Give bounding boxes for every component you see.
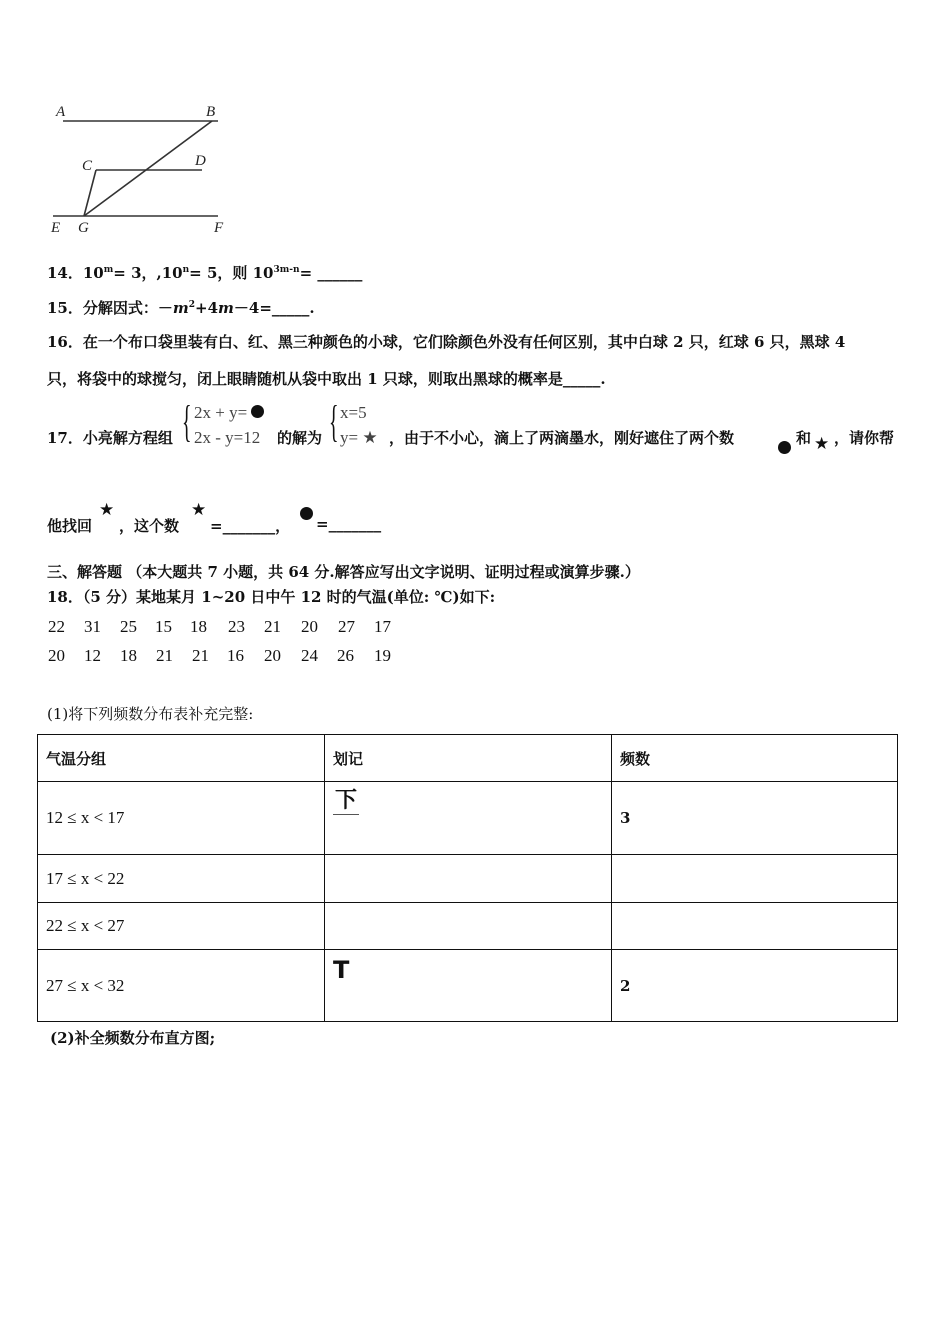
table-cell-count[interactable]	[612, 855, 898, 903]
temp-value: 18	[120, 646, 137, 665]
question-16-line2: 只，将袋中的球搅匀，闭上眼睛随机从袋中取出 1 只球，则取出黑球的概率是_____.	[47, 370, 606, 388]
header-group: 气温分组	[38, 735, 325, 782]
temp-value: 24	[301, 646, 318, 665]
label-b: B	[206, 104, 216, 120]
dot-symbol-1	[778, 439, 791, 458]
temp-value: 15	[155, 617, 172, 636]
label-a: A	[56, 104, 66, 120]
ink-star-icon: ★	[362, 428, 378, 448]
temp-value: 20	[264, 646, 281, 665]
table-cell-count[interactable]	[612, 903, 898, 950]
system-brace: {	[182, 397, 192, 446]
temp-value: 21	[192, 646, 209, 665]
geometry-figure	[40, 98, 240, 243]
equation-system: 2x + y= 2x - y=12	[194, 400, 264, 450]
label-f: F	[214, 220, 224, 236]
table-cell-tally	[325, 782, 612, 855]
question-17-line2-b: ，这个数	[119, 517, 180, 535]
star-icon-2: ★	[99, 500, 115, 520]
tally-mark: 下	[335, 788, 358, 813]
question-17-and: 和	[796, 429, 812, 447]
dot-symbol-2	[300, 505, 313, 524]
temp-value: 20	[48, 646, 65, 665]
table-cell-group: 12 ≤ x < 17	[38, 782, 325, 855]
table-cell-group: 17 ≤ x < 22	[38, 855, 325, 903]
table-cell-group: 27 ≤ x < 32	[38, 950, 325, 1022]
segment-gb	[84, 121, 212, 216]
question-17-line2-d: =_______	[316, 515, 382, 533]
ink-dot-icon	[251, 405, 264, 418]
solution-brace: {	[329, 397, 339, 446]
table-cell-group: 22 ≤ x < 27	[38, 903, 325, 950]
part-2-instruction: (2)补全频数分布直方图;	[50, 1029, 216, 1047]
frequency-table	[37, 734, 898, 1022]
label-e: E	[51, 220, 61, 236]
star-icon-3: ★	[191, 500, 207, 520]
question-16-line1: 16．在一个布口袋里装有白、红、黑三种颜色的小球，它们除颜色外没有任何区别，其中白球 2 只，红球 6 只，黑球 4	[47, 333, 846, 351]
temp-value: 31	[84, 617, 101, 636]
temp-value: 19	[374, 646, 391, 665]
question-18-title: 18．（5 分）某地某月 1~20 日中午 12 时的气温(单位: ℃)如下:	[47, 588, 496, 606]
solution-system: x=5 y= ★	[340, 403, 378, 448]
temp-value: 25	[120, 617, 137, 636]
table-cell-tally[interactable]	[325, 903, 612, 950]
question-17-text: ，由于不小心，滴上了两滴墨水，刚好遮住了两个数	[389, 429, 735, 447]
question-17-line2-c: =_______，	[210, 517, 291, 535]
table-cell-tally[interactable]	[325, 855, 612, 903]
question-15: 15．分解因式：$-m^2+4m-4=\_\_\_\_\_$.	[47, 299, 315, 317]
temp-value: 21	[156, 646, 173, 665]
tally-mark: T	[333, 956, 350, 984]
part-1-instruction: (1)将下列频数分布表补充完整:	[47, 705, 254, 723]
header-tally: 划记	[325, 735, 612, 782]
question-17-mid: 的解为	[277, 429, 323, 447]
question-17-line2-a: 他找回	[47, 517, 93, 535]
table-cell-tally	[325, 950, 612, 1022]
section-3-title: 三、解答题 （本大题共 7 小题，共 64 分.解答应写出文字说明、证明过程或演算步骤.）	[47, 563, 640, 581]
table-cell-count: 3	[612, 782, 898, 855]
label-c: C	[82, 158, 93, 174]
temp-value: 22	[48, 617, 65, 636]
star-icon-1: ★	[814, 434, 830, 454]
question-14: 14．$10^m= 3$，$,10^n= 5$，则 $10^{3m-n}=$ ______	[47, 264, 363, 282]
table-cell-count: 2	[612, 950, 898, 1022]
question-17-end: ，请你帮	[834, 429, 895, 447]
temp-value: 27	[338, 617, 355, 636]
temp-value: 26	[337, 646, 354, 665]
temp-value: 21	[264, 617, 281, 636]
temp-value: 16	[227, 646, 244, 665]
temp-value: 20	[301, 617, 318, 636]
temp-value: 23	[228, 617, 245, 636]
temp-value: 17	[374, 617, 391, 636]
question-17-prefix: 17．小亮解方程组	[47, 429, 173, 447]
label-g: G	[78, 220, 89, 236]
temp-value: 12	[84, 646, 101, 665]
label-d: D	[195, 153, 206, 169]
temp-value: 18	[190, 617, 207, 636]
header-count: 频数	[612, 735, 898, 782]
